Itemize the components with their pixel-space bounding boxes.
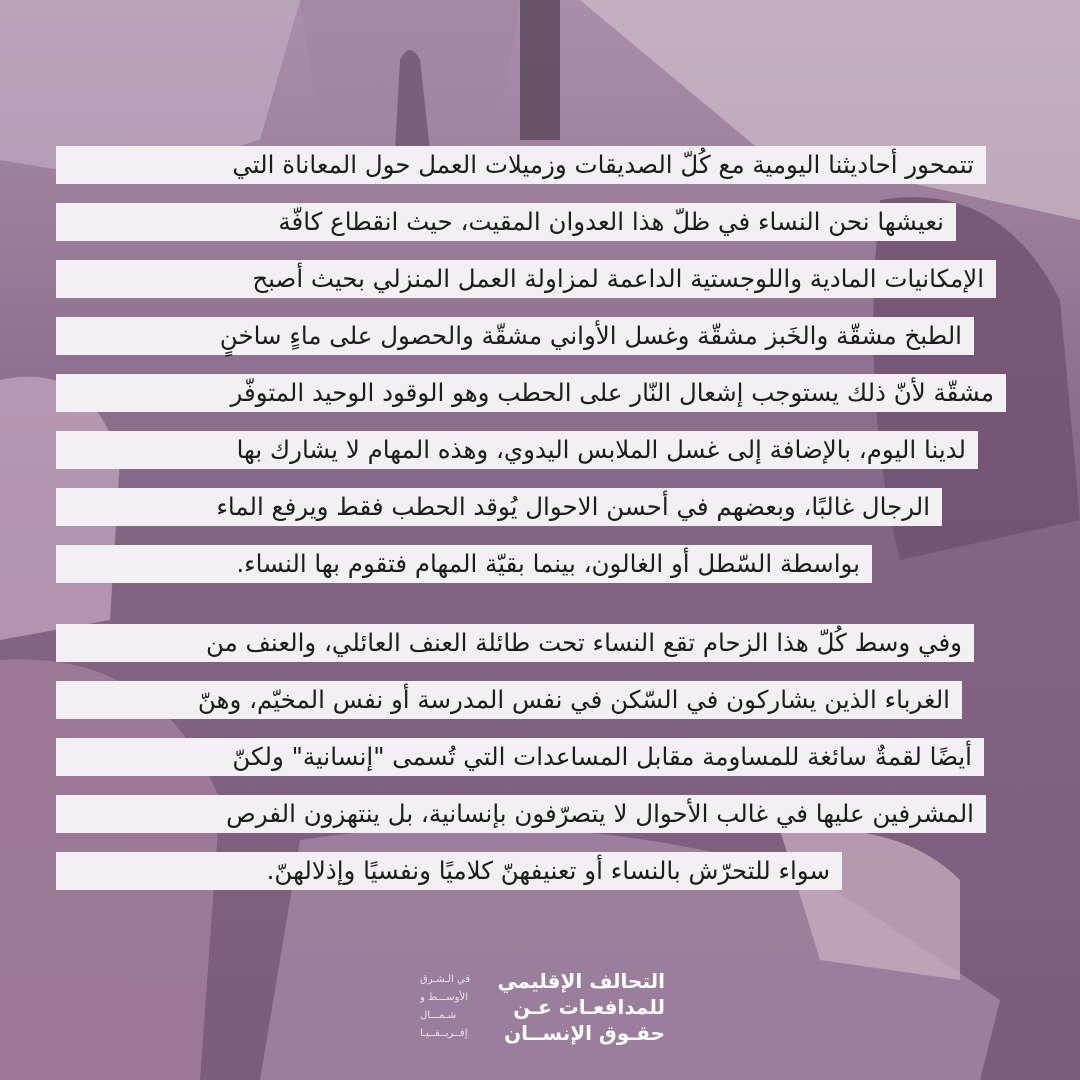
- text-line: الإمكانيات المادية واللوجستية الداعمة لمزاولة العمل المنزلي بحيث أصبح: [56, 260, 996, 298]
- text-line: نعيشها نحن النساء في ظلّ هذا العدوان المقيت، حيث انقطاع كافّة: [56, 203, 956, 241]
- logo-line-2: للمدافعـات عـن: [513, 995, 665, 1019]
- text-line: الغرباء الذين يشاركون في السّكن في نفس المدرسة أو نفس المخيّم، وهنّ: [56, 681, 962, 719]
- text-line: الرجال غالبًا، وبعضهم في أحسن الاحوال يُوقد الحطب فقط ويرفع الماء: [56, 488, 942, 526]
- text-line: وفي وسط كُلّ هذا الزحام تقع النساء تحت طائلة العنف العائلي، والعنف من: [56, 624, 974, 662]
- paragraph-2: [56, 624, 986, 909]
- logo-sub-3: شـمـــال: [420, 1010, 457, 1021]
- text-line: لدينا اليوم، بالإضافة إلى غسل الملابس اليدوي، وهذه المهام لا يشارك بها: [56, 431, 978, 469]
- paragraph-1: [56, 146, 1006, 602]
- text-line: بواسطة السّطل أو الغالون، بينما بقيّة المهام فتقوم بها النساء.: [56, 545, 872, 583]
- text-line: المشرفين عليها في غالب الأحوال لا يتصرّفون بإنسانية، بل ينتهزون الفرص: [56, 795, 986, 833]
- text-line: مشقّة لأنّ ذلك يستوجب إشعال النّار على الحطب وهو الوقود الوحيد المتوفّر: [56, 374, 1006, 412]
- text-line: سواء للتحرّش بالنساء أو تعنيفهنّ كلاميًا ونفسيًا وإذلالهنّ.: [56, 852, 842, 890]
- organization-logo: [420, 968, 665, 1050]
- logo-sub-4: إفــريــقــيـا: [420, 1028, 468, 1039]
- text-line: أيضًا لقمةٌ سائغة للمساومة مقابل المساعدات التي تُسمى "إنسانية" ولكنّ: [56, 738, 984, 776]
- logo-sub-2: الأوســـط و: [420, 992, 468, 1003]
- logo-line-1: التحالف الإقليمي: [497, 969, 665, 993]
- logo-line-3: حقـوق الإنســان: [504, 1021, 665, 1045]
- logo-sub-1: في الـشـرق: [420, 974, 471, 985]
- text-line: الطبخ مشقّة والخَبز مشقّة وغسل الأواني مشقّة والحصول على ماءٍ ساخنٍ: [56, 317, 974, 355]
- article-text: [56, 146, 1016, 909]
- text-line: تتمحور أحاديثنا اليومية مع كُلّ الصديقات وزميلات العمل حول المعاناة التي: [56, 146, 986, 184]
